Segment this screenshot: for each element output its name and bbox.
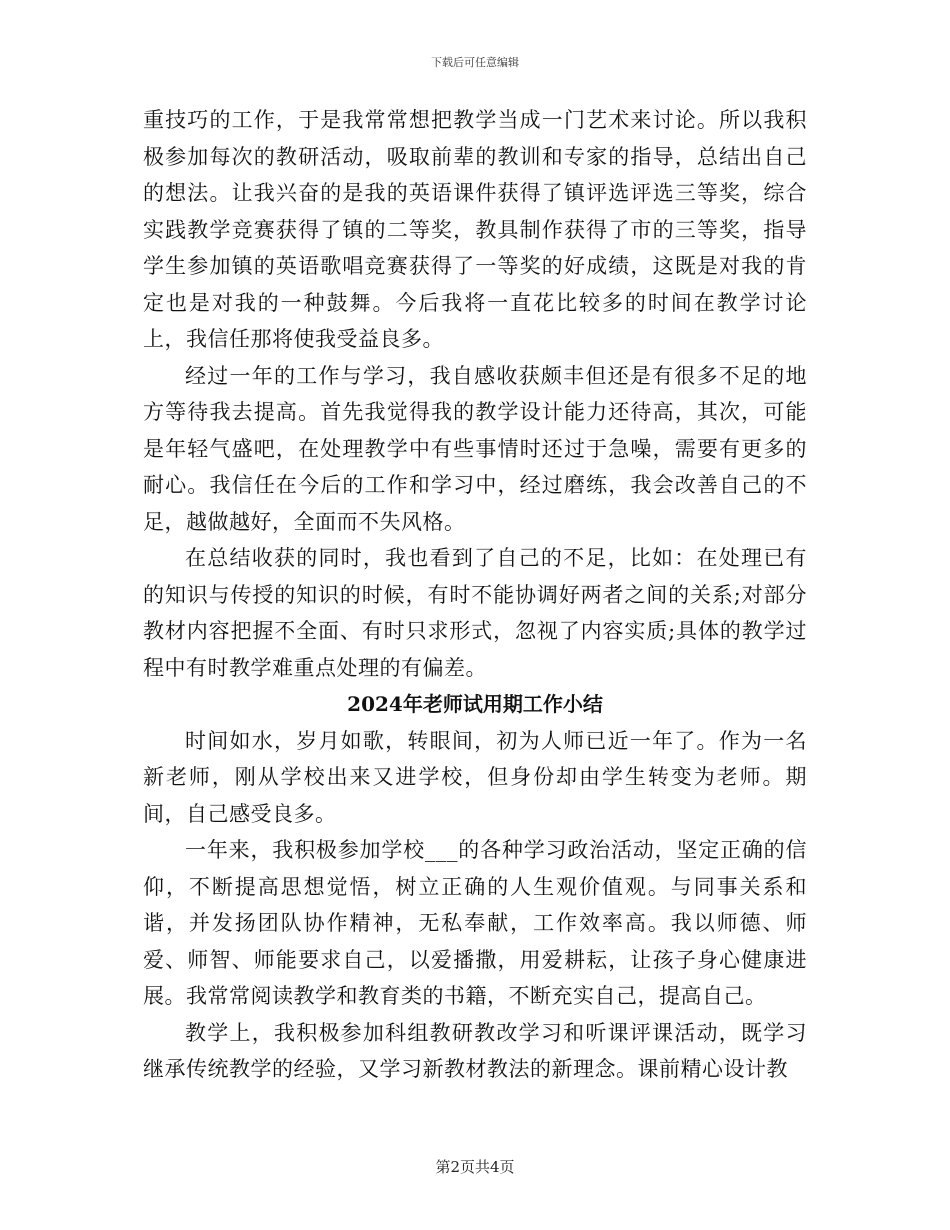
- section-title: 2024年老师试用期工作小结: [347, 692, 603, 716]
- page-header-note: 下载后可任意编辑: [431, 56, 519, 69]
- page-number: 第2页共4页: [435, 1158, 515, 1176]
- paragraph-continued: 重技巧的工作，于是我常常想把教学当成一门艺术来讨论。所以我积极参加每次的教研活动，吸取前辈的教训和专家的指导，总结出自己的想法。让我兴奋的是我的英语课件获得了镇评选评选三等奖，综合实践教学竞赛获得了镇的二等奖，教具制作获得了市的三等奖，指导学生参加镇的英语歌唱竞赛获得了一等奖的好成绩，这既是对我的肯定也是对我的一种鼓舞。今后我将一直花比较多的时间在教学讨论上，我信任那将使我受益良多。: [143, 108, 807, 351]
- document-body: [143, 102, 807, 1088]
- paragraph: 教学上，我积极参加科组教研教改学习和听课评课活动，既学习继承传统教学的经验，又学习新教材教法的新理念。课前精心设计教: [143, 1020, 807, 1081]
- paragraph: 经过一年的工作与学习，我自感收获颇丰但还是有很多不足的地方等待我去提高。首先我觉得我的教学设计能力还待高，其次，可能是年轻气盛吧，在处理教学中有些事情时还过于急噪，需要有更多的耐心。我信任在今后的工作和学习中，经过磨练，我会改善自己的不足，越做越好，全面而不失风格。: [143, 363, 807, 534]
- paragraph: 一年来，我积极参加学校___的各种学习政治活动，坚定正确的信仰，不断提高思想觉悟，树立正确的人生观价值观。与同事关系和谐，并发扬团队协作精神，无私奉献，工作效率高。我以师德、师爱、师智、师能要求自己，以爱播撒，用爱耕耘，让孩子身心健康进展。我常常阅读教学和教育类的书籍，不断充实自己，提高自己。: [143, 838, 807, 1008]
- paragraph: 时间如水，岁月如歌，转眼间，初为人师已近一年了。作为一名新老师，刚从学校出来又进学校，但身份却由学生转变为老师。期间，自己感受良多。: [143, 728, 807, 826]
- paragraph: 在总结收获的同时，我也看到了自己的不足，比如：在处理已有的知识与传授的知识的时候，有时不能协调好两者之间的关系;对部分教材内容把握不全面、有时只求形式，忽视了内容实质;具体的教学过程中有时教学难重点处理的有偏差。: [143, 546, 807, 680]
